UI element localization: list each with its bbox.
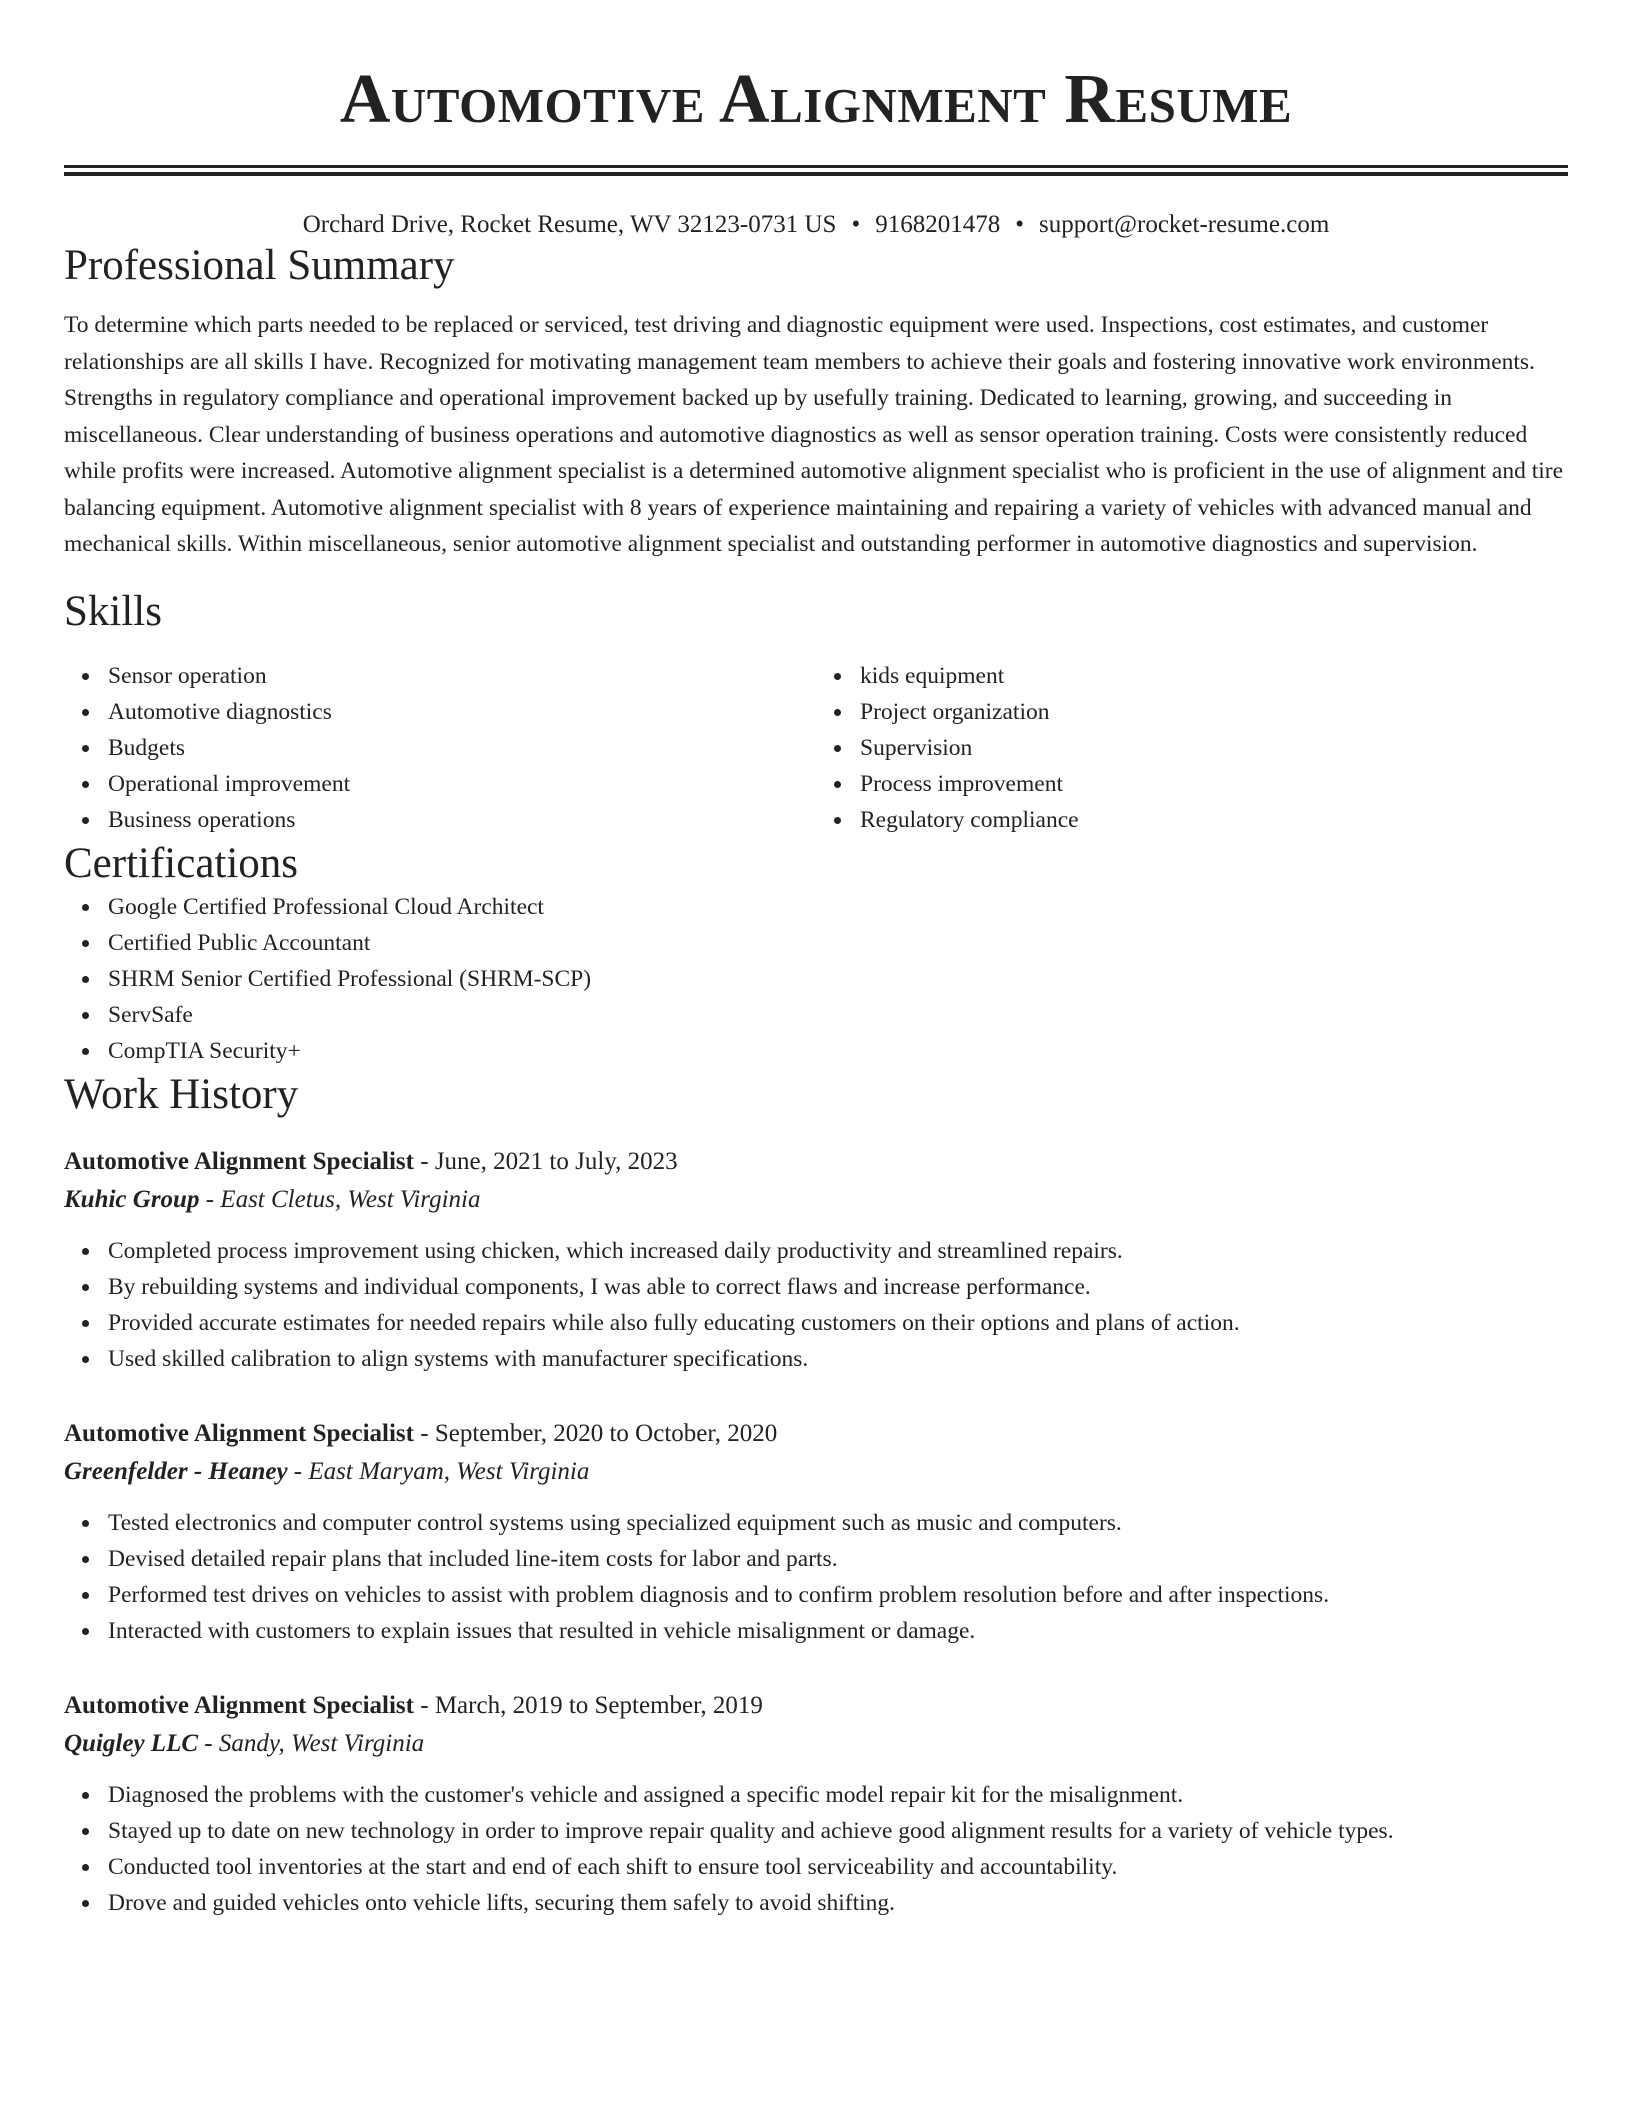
job-dash: - <box>199 1185 221 1213</box>
job-duty-item: Devised detailed repair plans that included line-item costs for labor and parts. <box>108 1541 1568 1577</box>
job-title: Automotive Alignment Specialist <box>64 1419 414 1447</box>
job-dates: September, 2020 to October, 2020 <box>434 1419 778 1447</box>
contact-phone: 9168201478 <box>875 210 1001 238</box>
company-name: Greenfelder - Heaney <box>64 1457 288 1485</box>
job-title-line <box>64 1415 1568 1453</box>
company-name: Quigley LLC <box>64 1729 199 1757</box>
skill-item: Sensor operation <box>108 658 816 694</box>
job-entry <box>64 1143 1568 1377</box>
company-line <box>64 1453 1568 1491</box>
job-duty-item: By rebuilding systems and individual components, I was able to correct flaws and increase performance. <box>108 1269 1568 1305</box>
job-duty-item: Completed process improvement using chicken, which increased daily productivity and streamlined repairs. <box>108 1233 1568 1269</box>
contact-address: Orchard Drive, Rocket Resume, WV 32123-0731 US <box>302 210 837 238</box>
job-duty-item: Stayed up to date on new technology in order to improve repair quality and achieve good alignment results for a variety of vehicle types. <box>108 1813 1568 1849</box>
certifications-heading: Certifications <box>64 839 299 887</box>
job-duty-item: Performed test drives on vehicles to assist with problem diagnosis and to confirm problem resolution before and after inspections. <box>108 1577 1568 1613</box>
certification-item: Google Certified Professional Cloud Architect <box>108 889 1568 925</box>
job-title-line <box>64 1143 1568 1181</box>
job-dates: March, 2019 to September, 2019 <box>434 1691 763 1719</box>
skills-columns <box>64 658 1568 838</box>
job-duty-item: Diagnosed the problems with the customer's vehicle and assigned a specific model repair kit for the misalignment. <box>108 1777 1568 1813</box>
job-duty-item: Drove and guided vehicles onto vehicle lifts, securing them safely to avoid shifting. <box>108 1885 1568 1921</box>
skills-list-right <box>816 658 1568 838</box>
work-history-heading: Work History <box>64 1071 299 1119</box>
job-duties-list <box>64 1233 1568 1377</box>
contact-separator: • <box>851 210 861 238</box>
resume-title: Automotive Alignment Resume <box>339 61 1293 138</box>
skill-item: Process improvement <box>860 766 1568 802</box>
job-title: Automotive Alignment Specialist <box>64 1147 414 1175</box>
skill-item: Budgets <box>108 730 816 766</box>
job-duties-list <box>64 1777 1568 1921</box>
job-entry <box>64 1687 1568 1921</box>
job-duty-item: Tested electronics and computer control systems using specialized equipment such as music and computers. <box>108 1505 1568 1541</box>
job-dash: - <box>198 1729 219 1757</box>
job-dash: - <box>287 1457 309 1485</box>
certification-item: Certified Public Accountant <box>108 925 1568 961</box>
job-dates: June, 2021 to July, 2023 <box>434 1147 678 1175</box>
summary-heading: Professional Summary <box>64 241 455 289</box>
skill-item: Regulatory compliance <box>860 802 1568 838</box>
job-duty-item: Conducted tool inventories at the start and end of each shift to ensure tool serviceability and accountability. <box>108 1849 1568 1885</box>
title-divider <box>64 165 1568 176</box>
job-title-line <box>64 1687 1568 1725</box>
company-location: East Maryam, West Virginia <box>308 1457 590 1485</box>
certification-item: CompTIA Security+ <box>108 1033 1568 1069</box>
contact-separator: • <box>1015 210 1024 238</box>
job-title: Automotive Alignment Specialist <box>64 1691 414 1719</box>
company-location: Sandy, West Virginia <box>218 1729 425 1757</box>
skill-item: kids equipment <box>860 658 1568 694</box>
certification-item: SHRM Senior Certified Professional (SHRM-SCP) <box>108 961 1568 997</box>
certification-item: ServSafe <box>108 997 1568 1033</box>
skill-item: Operational improvement <box>108 766 816 802</box>
company-name: Kuhic Group <box>64 1185 200 1213</box>
contact-email: support@rocket-resume.com <box>1038 210 1330 238</box>
skill-item: Business operations <box>108 802 816 838</box>
job-dash: - <box>414 1691 435 1719</box>
job-duty-item: Provided accurate estimates for needed repairs while also fully educating customers on their options and plans of action. <box>108 1305 1568 1341</box>
skill-item: Project organization <box>860 694 1568 730</box>
summary-text: To determine which parts needed to be replaced or serviced, test driving and diagnostic equipment were used. Inspections, cost estimates, and customer relationships are all skills I have. Recognized for motivating management team members to achieve their goals and fostering innovative work environments. Strengths in regulatory compliance and operational improvement backed up by usefully training. Dedicated to learning, growing, and succeeding in miscellaneous. Clear understanding of business operations and automotive diagnostics as well as sensor operation training. Costs were consistently reduced while profits were increased. Automotive alignment specialist is a determined automotive alignment specialist who is proficient in the use of alignment and tire balancing equipment. Automotive alignment specialist with 8 years of experience maintaining and repairing a variety of vehicles with advanced manual and mechanical skills. Within miscellaneous, senior automotive alignment specialist and outstanding performer in automotive diagnostics and supervision. <box>64 312 1564 558</box>
job-dash: - <box>414 1419 435 1447</box>
contact-line <box>64 210 1568 240</box>
company-location: East Cletus, West Virginia <box>220 1185 481 1213</box>
skill-item: Supervision <box>860 730 1568 766</box>
job-duty-item: Interacted with customers to explain issues that resulted in vehicle misalignment or damage. <box>108 1613 1568 1649</box>
job-duty-item: Used skilled calibration to align systems with manufacturer specifications. <box>108 1341 1568 1377</box>
certifications-list <box>64 889 1568 1069</box>
skills-list-left <box>64 658 816 838</box>
company-line <box>64 1181 1568 1219</box>
job-dash: - <box>414 1147 435 1175</box>
job-entry <box>64 1415 1568 1649</box>
company-line <box>64 1725 1568 1763</box>
job-duties-list <box>64 1505 1568 1649</box>
skills-heading: Skills <box>64 588 162 636</box>
skill-item: Automotive diagnostics <box>108 694 816 730</box>
